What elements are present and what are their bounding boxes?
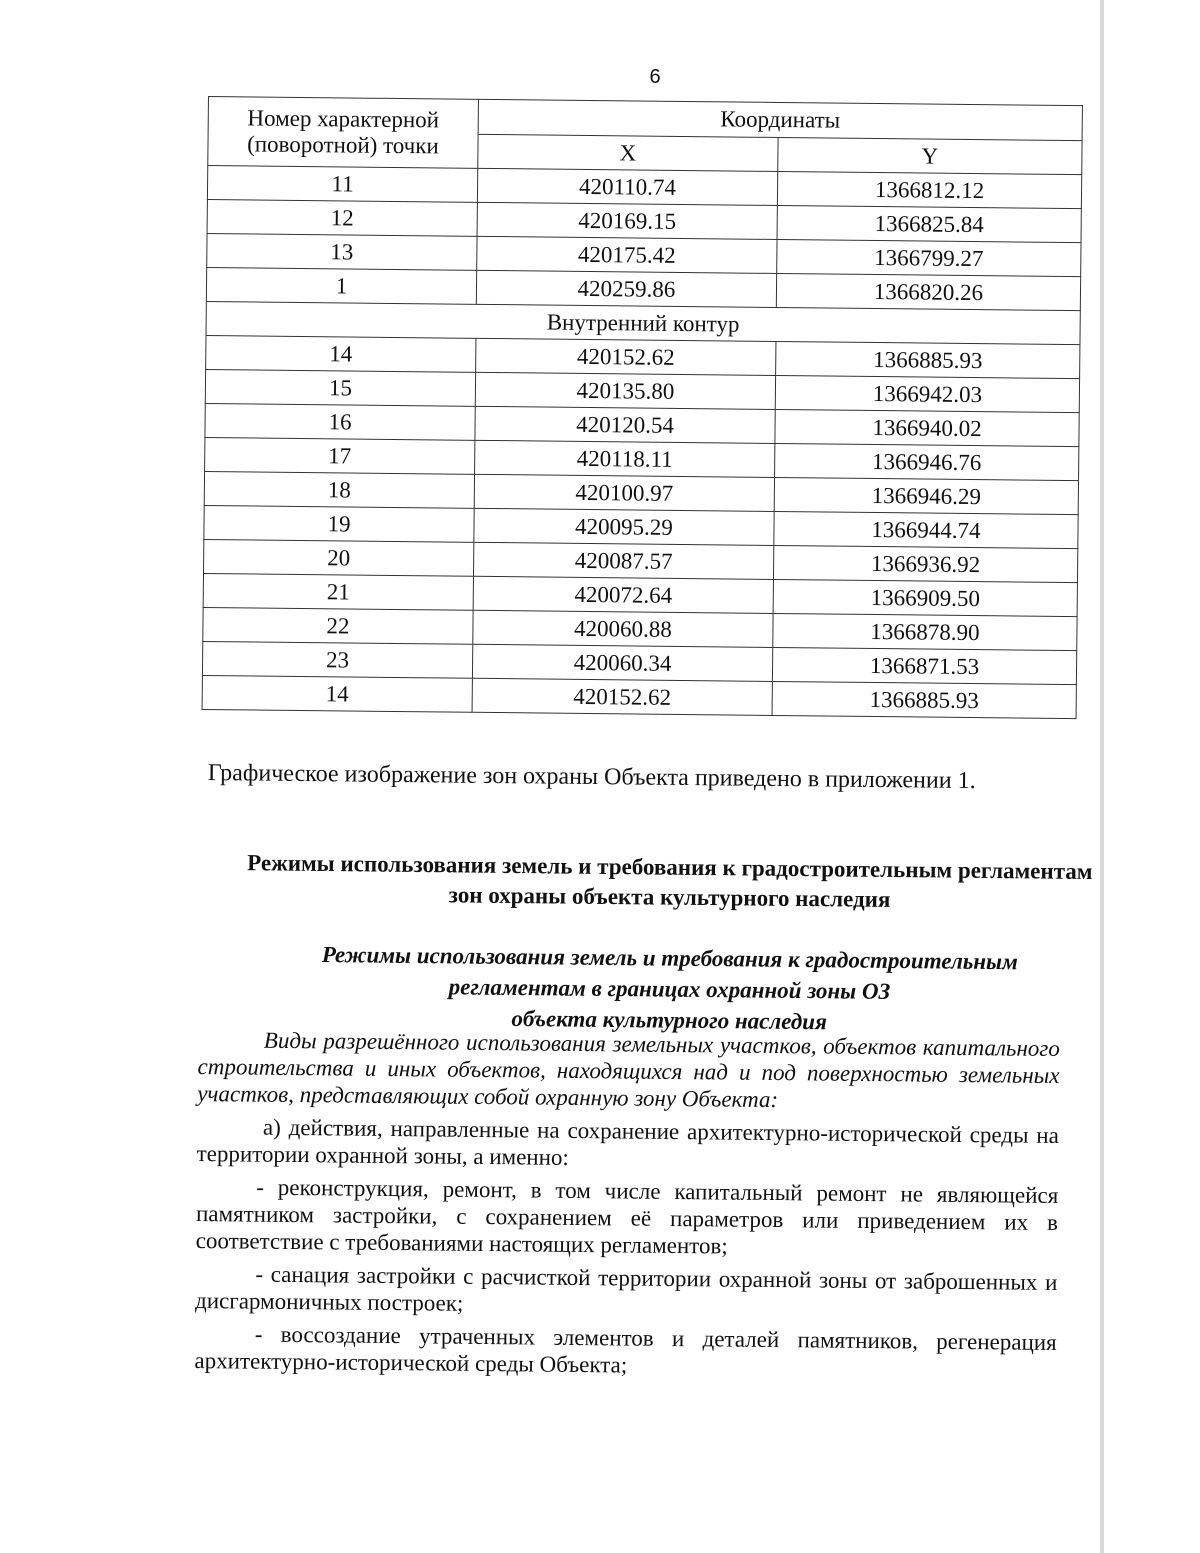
cell-y: 1366825.84 bbox=[777, 205, 1081, 242]
cell-point: 14 bbox=[202, 675, 472, 712]
cell-point: 1 bbox=[206, 267, 476, 304]
cell-y: 1366946.76 bbox=[775, 443, 1079, 480]
cell-point: 15 bbox=[205, 369, 475, 406]
cell-y: 1366812.12 bbox=[777, 171, 1081, 208]
header-x: X bbox=[478, 134, 778, 172]
cell-x: 420060.34 bbox=[472, 644, 772, 681]
section-inner-title: Внутренний контур bbox=[206, 301, 1080, 344]
section-heading: Режимы использования земель и требования к градостроительным регламентам зон охраны объекта культурного наследия bbox=[247, 850, 1093, 912]
cell-x: 420118.11 bbox=[475, 440, 775, 477]
cell-point: 14 bbox=[206, 335, 476, 372]
bullet-2: - санация застройки с расчисткой территории охранной зоны от заброшенных и дисгармоничных построек; bbox=[194, 1261, 1058, 1316]
cell-point: 13 bbox=[207, 233, 477, 270]
cell-y: 1366936.92 bbox=[773, 545, 1077, 582]
cell-x: 420087.57 bbox=[473, 542, 773, 579]
coordinates-table bbox=[202, 96, 1083, 719]
cell-point: 22 bbox=[203, 607, 473, 644]
cell-x: 420095.29 bbox=[474, 508, 774, 545]
page-number: 6 bbox=[649, 66, 661, 88]
outer-rows bbox=[206, 166, 1081, 311]
cell-y: 1366878.90 bbox=[773, 613, 1077, 650]
cell-x: 420135.80 bbox=[475, 372, 775, 409]
inner-rows bbox=[202, 335, 1080, 718]
cell-y: 1366885.93 bbox=[776, 341, 1080, 378]
cell-y: 1366885.93 bbox=[772, 681, 1076, 718]
cell-x: 420169.15 bbox=[477, 202, 777, 239]
cell-y: 1366820.26 bbox=[776, 273, 1080, 310]
cell-point: 23 bbox=[202, 641, 472, 678]
cell-y: 1366799.27 bbox=[777, 239, 1081, 276]
cell-x: 420152.62 bbox=[472, 678, 772, 715]
header-y: Y bbox=[778, 137, 1082, 175]
cell-y: 1366946.29 bbox=[774, 477, 1078, 514]
header-coordinates: Координаты bbox=[478, 99, 1082, 140]
cell-y: 1366942.03 bbox=[775, 375, 1079, 412]
cell-point: 11 bbox=[207, 166, 477, 203]
cell-x: 420259.86 bbox=[476, 270, 776, 307]
cell-x: 420110.74 bbox=[477, 168, 777, 205]
bullet-3: - воссоздание утраченных элементов и деталей памятников, регенерация архитектурно-исторической среды Объекта; bbox=[194, 1321, 1057, 1378]
cell-x: 420152.62 bbox=[476, 338, 776, 375]
cell-x: 420175.42 bbox=[477, 236, 777, 273]
cell-point: 21 bbox=[203, 573, 473, 610]
cell-point: 16 bbox=[205, 403, 475, 440]
cell-point: 18 bbox=[204, 471, 474, 508]
cell-x: 420060.88 bbox=[473, 610, 773, 647]
header-point: Номер характерной (поворотной) точки bbox=[208, 97, 479, 169]
bullet-1: - реконструкция, ремонт, в том числе капитальный ремонт не являющейся памятником застройки, с сохранением её параметров или приведением их в соответствие с требованиями настоящих регламентов; bbox=[195, 1174, 1059, 1259]
subsection-heading-line3: объекта культурного наследия bbox=[511, 1005, 828, 1035]
cell-y: 1366871.53 bbox=[772, 647, 1076, 684]
subsection-heading-line1: Режимы использования земель и требования к градостроительным bbox=[321, 941, 1018, 975]
cell-point: 12 bbox=[207, 199, 477, 236]
cell-y: 1366940.02 bbox=[775, 409, 1079, 446]
intro-paragraph: Виды разрешённого использования земельных участков, объектов капитального строительства и иных объектов, находящихся над и под поверхностью земельных участков, представляющих собой охранную зону Объекта: bbox=[197, 1027, 1060, 1113]
table-caption: Графическое изображение зон охраны Объекта приведено в приложении 1. bbox=[207, 760, 976, 795]
coordinates-table-wrap bbox=[202, 96, 1082, 719]
cell-y: 1366909.50 bbox=[773, 579, 1077, 616]
cell-y: 1366944.74 bbox=[774, 511, 1078, 548]
cell-x: 420100.97 bbox=[474, 474, 774, 511]
subsection-heading bbox=[229, 938, 1110, 1040]
cell-point: 19 bbox=[204, 505, 474, 542]
cell-point: 20 bbox=[203, 539, 473, 576]
cell-point: 17 bbox=[205, 437, 475, 474]
cell-x: 420120.54 bbox=[475, 406, 775, 443]
item-a: а) действия, направленные на сохранение архитектурно-исторической среды на территории охранной зоны, а именно: bbox=[196, 1114, 1060, 1170]
subsection-heading-line2: регламентам в границах охранной зоны ОЗ bbox=[448, 974, 891, 1004]
cell-x: 420072.64 bbox=[473, 576, 773, 613]
body-text bbox=[194, 1026, 1060, 1389]
